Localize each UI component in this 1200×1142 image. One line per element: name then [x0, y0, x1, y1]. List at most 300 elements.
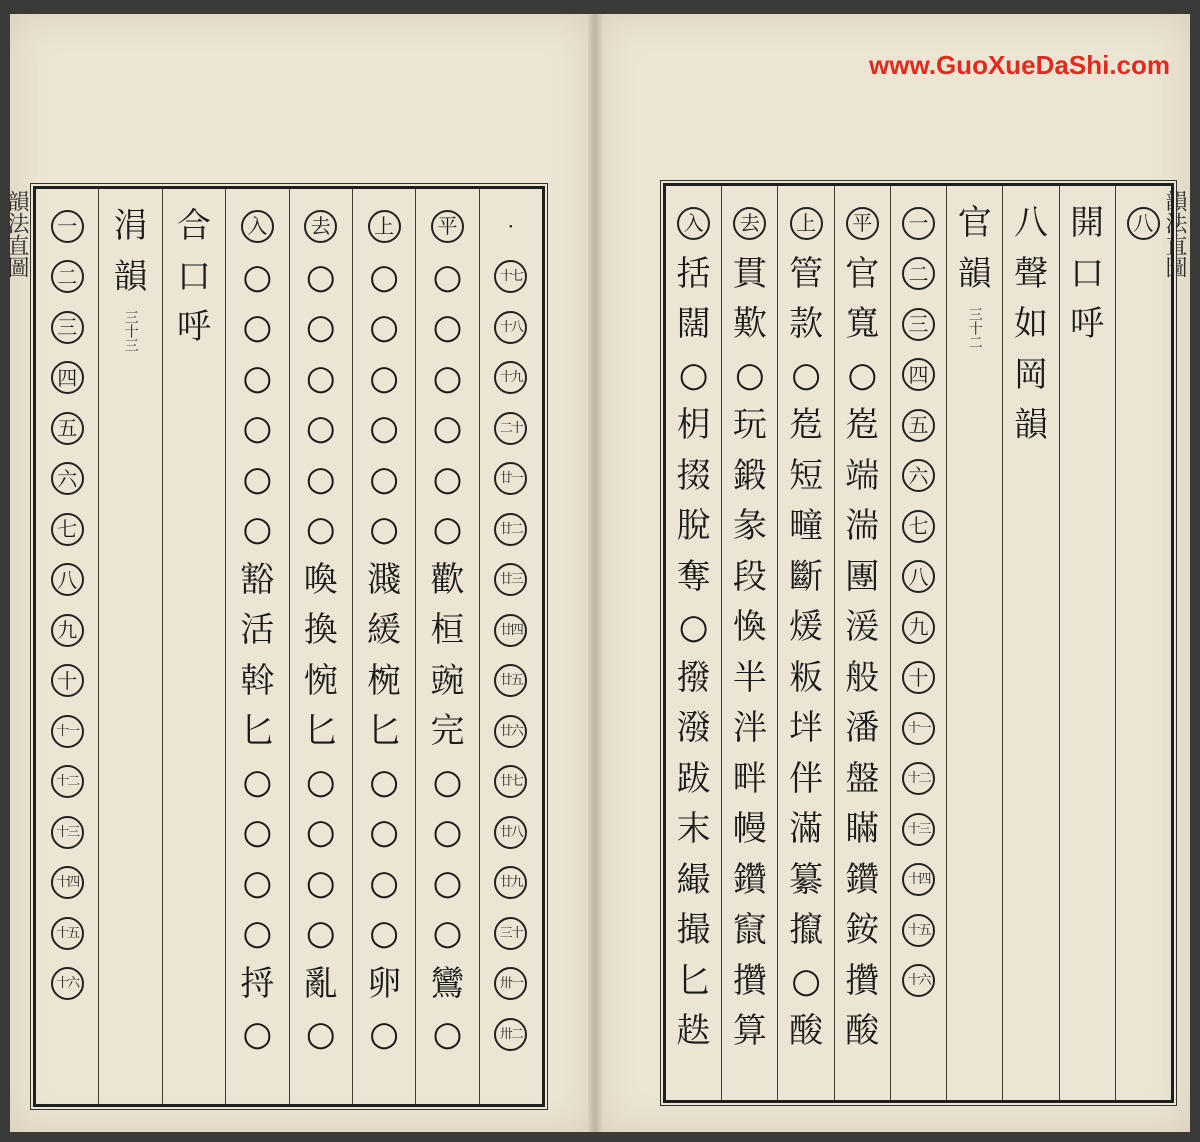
character: 末 [676, 809, 711, 850]
table-cell [778, 1006, 833, 1057]
table-cell [36, 353, 98, 404]
right-margin-title: 韻法直圖 [1162, 190, 1187, 278]
table-cell [722, 804, 777, 855]
table-cell [226, 302, 288, 353]
page-number-label: 三十二 [966, 307, 983, 349]
table-cell [778, 905, 833, 956]
character: 坢 [789, 708, 824, 749]
circled-numeral: 十四 [902, 863, 935, 896]
table-cell [778, 451, 833, 502]
punctuation-dot: · [507, 214, 514, 239]
character: 鍛 [732, 455, 767, 496]
character: 攢 [732, 960, 767, 1001]
character: 跋 [676, 758, 711, 799]
character: 端 [845, 455, 880, 496]
circled-numeral: 十 [902, 661, 935, 694]
character: 亂 [303, 963, 338, 1004]
table-cell [835, 754, 890, 805]
character: 鑽 [732, 859, 767, 900]
character: 酸 [789, 1011, 824, 1052]
character: 潘 [845, 708, 880, 749]
table-cell [36, 555, 98, 606]
table-cell [666, 804, 721, 855]
left-page-table [33, 186, 545, 1107]
character: ○ [432, 761, 463, 802]
table-cell [226, 555, 288, 606]
table-cell [1003, 198, 1058, 249]
character: ○ [242, 357, 273, 398]
table-cell [226, 959, 288, 1010]
character: 開 [1070, 203, 1105, 244]
table-cell [891, 703, 946, 754]
table-cell [290, 454, 352, 505]
table-cell [891, 754, 946, 805]
table-cell [947, 299, 1002, 357]
character: ○ [432, 307, 463, 348]
table-cell [891, 804, 946, 855]
table-cell [722, 552, 777, 603]
circled-numeral: 廿二 [494, 513, 527, 546]
table-cell [835, 350, 890, 401]
right-columns [666, 186, 1171, 1100]
circled-numeral: 二十 [494, 412, 527, 445]
circled-numeral: 十 [51, 664, 84, 697]
table-cell [722, 451, 777, 502]
table-cell [226, 605, 288, 656]
table-cell [416, 201, 478, 252]
table-cell [290, 807, 352, 858]
table-cell [666, 552, 721, 603]
table-cell [1060, 299, 1115, 350]
circled-numeral: 十一 [51, 715, 84, 748]
table-cell [891, 956, 946, 1007]
table-cell [353, 959, 415, 1010]
table-cell [290, 201, 352, 252]
table-cell [666, 350, 721, 401]
character: 潑 [676, 708, 711, 749]
character: 寬 [845, 304, 880, 345]
circled-numeral: 卅一 [494, 967, 527, 1000]
table-cell [99, 252, 161, 303]
character: 匕 [367, 711, 402, 752]
table-cell [480, 807, 542, 858]
circled-numeral: 六 [902, 459, 935, 492]
character: 峞 [845, 405, 880, 446]
character: 捋 [240, 963, 275, 1004]
table-cell [416, 403, 478, 454]
table-cell [36, 605, 98, 656]
character: 畔 [732, 758, 767, 799]
table-cell [778, 552, 833, 603]
circled-numeral: 十九 [494, 361, 527, 394]
table-cell [36, 807, 98, 858]
table-cell [353, 908, 415, 959]
circled-numeral: 八 [902, 560, 935, 593]
character: 半 [732, 657, 767, 698]
character: ○ [242, 509, 273, 550]
circled-numeral: 去 [733, 207, 766, 240]
table-cell [666, 1006, 721, 1057]
table-cell [290, 353, 352, 404]
character: 呼 [1070, 304, 1105, 345]
character: 緩 [367, 610, 402, 651]
table-cell [226, 353, 288, 404]
table-cell [36, 706, 98, 757]
character: 枂 [676, 405, 711, 446]
circled-numeral: 平 [431, 210, 464, 243]
circled-numeral: 上 [368, 210, 401, 243]
left-margin-title: 韻法直圖 [4, 190, 29, 278]
table-cell [290, 252, 352, 303]
table-cell [290, 959, 352, 1010]
table-cell [353, 1009, 415, 1060]
table-cell [722, 400, 777, 451]
character: 涓 [113, 206, 148, 247]
character: ○ [432, 1014, 463, 1055]
table-cell [36, 403, 98, 454]
table-cell [290, 403, 352, 454]
table-cell [416, 656, 478, 707]
character: ○ [432, 256, 463, 297]
circled-numeral: 三十 [494, 917, 527, 950]
table-cell [891, 501, 946, 552]
character: 款 [789, 304, 824, 345]
table-cell [1003, 400, 1058, 451]
character: ○ [369, 408, 399, 449]
left-page-column-3 [352, 189, 415, 1104]
circled-numeral: 九 [51, 614, 84, 647]
character: ○ [432, 862, 463, 903]
table-cell [36, 302, 98, 353]
character: ○ [369, 509, 399, 550]
character: 豁 [240, 559, 275, 600]
circled-numeral: 十六 [902, 964, 935, 997]
circled-numeral: 十四 [51, 866, 84, 899]
table-cell [226, 1009, 288, 1060]
character: ○ [432, 408, 463, 449]
table-cell [226, 201, 288, 252]
table-cell [835, 501, 890, 552]
table-cell [36, 656, 98, 707]
left-page-column-2 [415, 189, 478, 1104]
table-cell [666, 602, 721, 653]
right-page-column-8 [721, 186, 777, 1100]
table-cell [290, 1009, 352, 1060]
character: ○ [791, 960, 821, 1001]
table-cell [36, 757, 98, 808]
character: ○ [847, 354, 878, 395]
character: 般 [845, 657, 880, 698]
table-cell [891, 905, 946, 956]
circled-numeral: 廿九 [494, 866, 527, 899]
character: 攢 [845, 960, 880, 1001]
table-cell [226, 403, 288, 454]
table-cell [1060, 249, 1115, 300]
character: ○ [678, 607, 709, 648]
character: 官 [957, 203, 992, 244]
character: ○ [305, 307, 336, 348]
character: 口 [176, 256, 211, 297]
character: ○ [369, 458, 399, 499]
character: 竄 [732, 910, 767, 951]
character: ○ [369, 913, 399, 954]
table-cell [480, 858, 542, 909]
table-cell [891, 400, 946, 451]
table-cell [416, 252, 478, 303]
table-cell [778, 350, 833, 401]
character: 喚 [303, 559, 338, 600]
character: 匕 [676, 960, 711, 1001]
table-cell [290, 302, 352, 353]
table-cell [891, 198, 946, 249]
table-cell [353, 858, 415, 909]
table-cell [778, 855, 833, 906]
table-cell [891, 855, 946, 906]
character: 斡 [240, 660, 275, 701]
table-cell [891, 350, 946, 401]
circled-numeral: 廿五 [494, 664, 527, 697]
circled-numeral: 十二 [51, 765, 84, 798]
circled-numeral: 八 [1127, 207, 1160, 240]
circled-numeral: 入 [677, 207, 710, 240]
character: ○ [678, 354, 709, 395]
character: 鸞 [430, 963, 465, 1004]
character: 呼 [176, 307, 211, 348]
table-cell [480, 302, 542, 353]
character: 濺 [367, 559, 402, 600]
table-cell [480, 555, 542, 606]
table-cell [353, 454, 415, 505]
table-cell [163, 201, 225, 252]
left-columns [36, 189, 542, 1104]
table-cell [416, 706, 478, 757]
circled-numeral: 五 [51, 412, 84, 445]
character: 聲 [1013, 253, 1048, 294]
character: ○ [242, 862, 273, 903]
table-cell [480, 201, 542, 252]
table-cell [778, 400, 833, 451]
circled-numeral: 廿六 [494, 715, 527, 748]
table-cell [353, 353, 415, 404]
table-cell [835, 249, 890, 300]
character: 愌 [732, 607, 767, 648]
character: 掇 [676, 455, 711, 496]
table-cell [416, 807, 478, 858]
circled-numeral: 上 [790, 207, 823, 240]
table-cell [290, 757, 352, 808]
character: 完 [430, 711, 465, 752]
character: ○ [791, 354, 821, 395]
character: 鑽 [845, 859, 880, 900]
character: 口 [1070, 253, 1105, 294]
character: 豌 [430, 660, 465, 701]
right-page-column-4 [946, 186, 1002, 1100]
character: ○ [305, 862, 336, 903]
character: 瞞 [845, 809, 880, 850]
table-cell [36, 201, 98, 252]
table-cell [290, 504, 352, 555]
character: 幔 [732, 809, 767, 850]
circled-numeral: 十三 [51, 816, 84, 849]
table-cell [480, 656, 542, 707]
character: ○ [305, 509, 336, 550]
left-page-column-5 [225, 189, 288, 1104]
table-cell [722, 1006, 777, 1057]
table-cell [666, 653, 721, 704]
circled-numeral: 三 [51, 311, 84, 344]
circled-numeral: 廿七 [494, 765, 527, 798]
circled-numeral: 十二 [902, 762, 935, 795]
character: ○ [305, 1014, 336, 1055]
table-cell [416, 959, 478, 1010]
circled-numeral: 十一 [902, 712, 935, 745]
character: ○ [369, 256, 399, 297]
table-cell [163, 252, 225, 303]
character: 玩 [732, 405, 767, 446]
character: ○ [432, 509, 463, 550]
right-page-column-3 [1002, 186, 1058, 1100]
table-cell [722, 653, 777, 704]
right-page-column-5 [890, 186, 946, 1100]
table-cell [226, 504, 288, 555]
character: 湲 [845, 607, 880, 648]
table-cell [99, 302, 161, 360]
watermark: www.GuoXueDaShi.com [869, 50, 1170, 80]
table-cell [835, 552, 890, 603]
table-cell [778, 653, 833, 704]
table-cell [778, 602, 833, 653]
table-cell [891, 249, 946, 300]
character: ○ [242, 812, 273, 853]
table-cell [835, 703, 890, 754]
character: 疃 [789, 506, 824, 547]
character: ○ [242, 1014, 273, 1055]
table-cell [416, 555, 478, 606]
character: 纂 [789, 859, 824, 900]
character: 攛 [789, 910, 824, 951]
table-cell [891, 451, 946, 502]
character: 湍 [845, 506, 880, 547]
table-cell [1003, 350, 1058, 401]
table-cell [666, 451, 721, 502]
right-page-column-7 [777, 186, 833, 1100]
table-cell [835, 956, 890, 1007]
table-cell [416, 454, 478, 505]
character: 短 [789, 455, 824, 496]
character: 酸 [845, 1011, 880, 1052]
character: ○ [242, 761, 273, 802]
table-cell [353, 706, 415, 757]
table-cell [666, 501, 721, 552]
character: ○ [305, 812, 336, 853]
table-cell [835, 602, 890, 653]
circled-numeral: 十六 [51, 967, 84, 1000]
circled-numeral: 三 [902, 308, 935, 341]
table-cell [226, 706, 288, 757]
table-cell [36, 908, 98, 959]
table-cell [722, 855, 777, 906]
table-cell [722, 703, 777, 754]
table-cell [416, 757, 478, 808]
character: 貫 [732, 253, 767, 294]
table-cell [226, 807, 288, 858]
table-cell [835, 198, 890, 249]
character: ○ [242, 256, 273, 297]
character: ○ [432, 357, 463, 398]
right-page-table [663, 183, 1174, 1103]
character: ○ [305, 458, 336, 499]
table-cell [891, 653, 946, 704]
table-cell [290, 858, 352, 909]
circled-numeral: 平 [846, 207, 879, 240]
circled-numeral: 二 [902, 257, 935, 290]
table-cell [36, 959, 98, 1010]
table-cell [835, 653, 890, 704]
character: 惋 [303, 660, 338, 701]
table-cell [480, 908, 542, 959]
table-cell [353, 302, 415, 353]
circled-numeral: 七 [51, 513, 84, 546]
character: 括 [676, 253, 711, 294]
table-cell [353, 555, 415, 606]
table-cell [480, 504, 542, 555]
table-cell [416, 504, 478, 555]
character: 匕 [303, 711, 338, 752]
table-cell [480, 454, 542, 505]
circled-numeral: 十八 [494, 311, 527, 344]
circled-numeral: 一 [51, 210, 84, 243]
table-cell [1003, 299, 1058, 350]
table-cell [36, 504, 98, 555]
table-cell [666, 905, 721, 956]
character: 闊 [676, 304, 711, 345]
table-cell [722, 501, 777, 552]
table-cell [778, 249, 833, 300]
table-cell [290, 605, 352, 656]
circled-numeral: 廿四 [494, 614, 527, 647]
left-page-column-4 [289, 189, 352, 1104]
table-cell [666, 956, 721, 1007]
character: 斷 [789, 556, 824, 597]
character: 桓 [430, 610, 465, 651]
character: 如 [1013, 304, 1048, 345]
circled-numeral: 四 [51, 361, 84, 394]
character: ○ [305, 256, 336, 297]
character: 峞 [789, 405, 824, 446]
character: 韻 [1013, 405, 1048, 446]
character: ○ [369, 357, 399, 398]
character: 匕 [240, 711, 275, 752]
book-gutter [588, 14, 602, 1132]
character: 繓 [676, 859, 711, 900]
character: ○ [369, 761, 399, 802]
circled-numeral: 七 [902, 510, 935, 543]
table-cell [290, 656, 352, 707]
character: 彖 [732, 506, 767, 547]
circled-numeral: 一 [902, 207, 935, 240]
table-cell [666, 703, 721, 754]
character: 管 [789, 253, 824, 294]
table-cell [778, 703, 833, 754]
table-cell [835, 400, 890, 451]
table-cell [666, 400, 721, 451]
circled-numeral: 十七 [494, 260, 527, 293]
character: ○ [369, 1014, 399, 1055]
character: ○ [242, 408, 273, 449]
character: 脫 [676, 506, 711, 547]
circled-numeral: 廿八 [494, 816, 527, 849]
character: ○ [369, 862, 399, 903]
